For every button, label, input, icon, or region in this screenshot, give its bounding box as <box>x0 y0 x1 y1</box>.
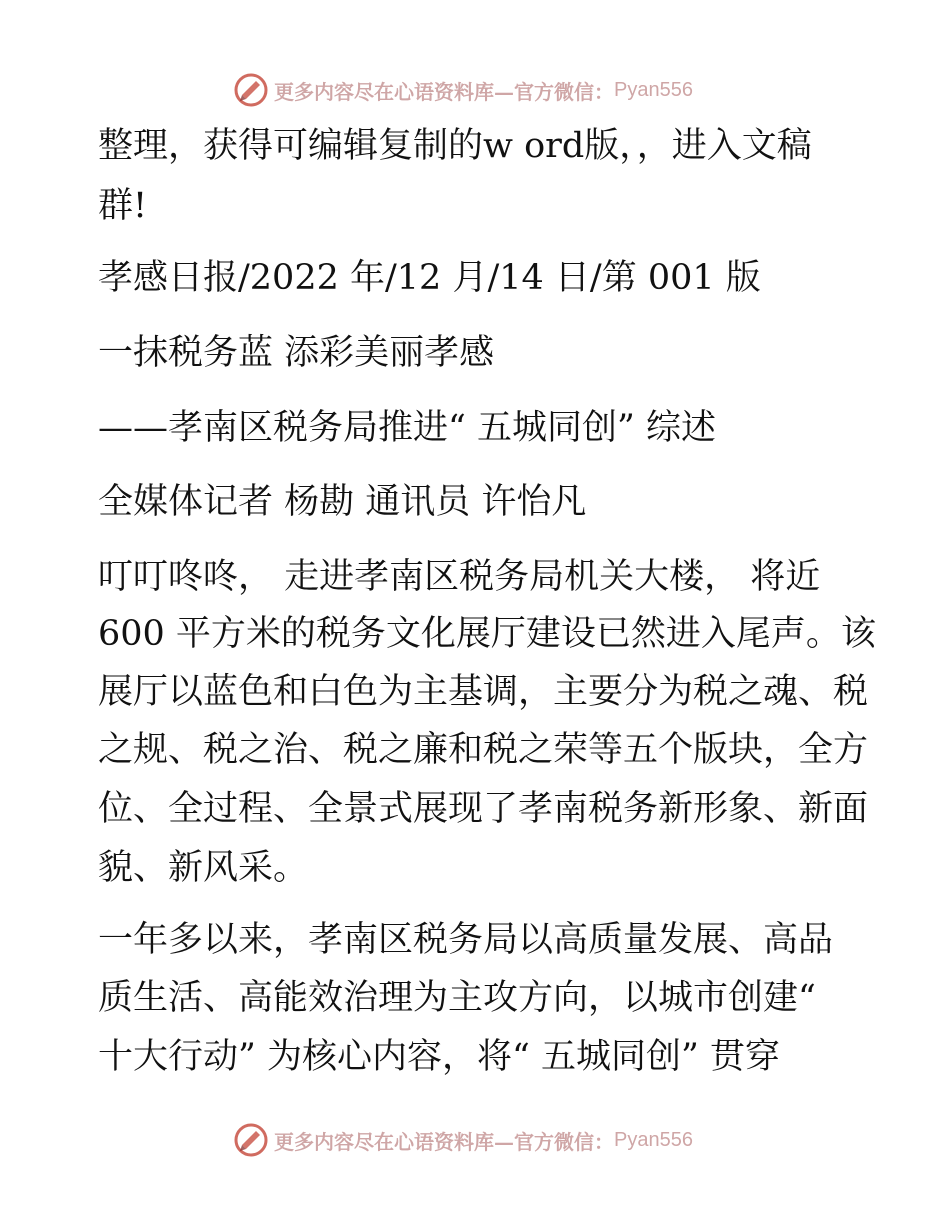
body-line: 之规、税之治、税之廉和税之荣等五个版块，全方 <box>98 730 869 770</box>
body-line: 十大行动” 为核心内容，将“ 五城同创” 贯穿 <box>98 1037 781 1077</box>
watermark-text: 更多内容尽在心语资料库—官方微信： <box>274 79 614 104</box>
body-line: 貌、新风采。 <box>98 848 309 888</box>
pen-logo-icon <box>232 1121 270 1159</box>
body-line: 质生活、高能效治理为主攻方向，以城市创建“ <box>98 978 816 1018</box>
body-line: 展厅以蓝色和白色为主基调，主要分为税之魂、税 <box>98 672 869 712</box>
publication-info: 孝感日报/2022 年/12 月/14 日/第 001 版 <box>98 258 761 298</box>
byline: 全媒体记者 杨勘 通讯员 许怡凡 <box>98 482 587 522</box>
pen-logo-icon <box>232 71 270 109</box>
watermark-text: 更多内容尽在心语资料库—官方微信： <box>274 1129 614 1154</box>
body-line: 位、全过程、全景式展现了孝南税务新形象、新面 <box>98 789 869 829</box>
body-line: 600 平方米的税务文化展厅建设已然进入尾声。该 <box>98 614 876 654</box>
watermark-footer <box>232 1121 712 1159</box>
article-subtitle: ——孝南区税务局推进“ 五城同创” 综述 <box>98 408 717 448</box>
body-line: 群! <box>98 186 148 226</box>
article-title: 一抹税务蓝 添彩美丽孝感 <box>98 333 495 373</box>
body-line: 整理，获得可编辑复制的w ord版，，进入文稿 <box>98 126 812 166</box>
body-line: 一年多以来，孝南区税务局以高质量发展、高品 <box>98 920 834 960</box>
watermark-wechat-id: Pyan556 <box>614 1128 693 1151</box>
body-line: 叮叮咚咚， 走进孝南区税务局机关大楼， 将近 <box>98 557 821 597</box>
watermark-wechat-id: Pyan556 <box>614 78 693 101</box>
watermark-header <box>232 71 712 109</box>
